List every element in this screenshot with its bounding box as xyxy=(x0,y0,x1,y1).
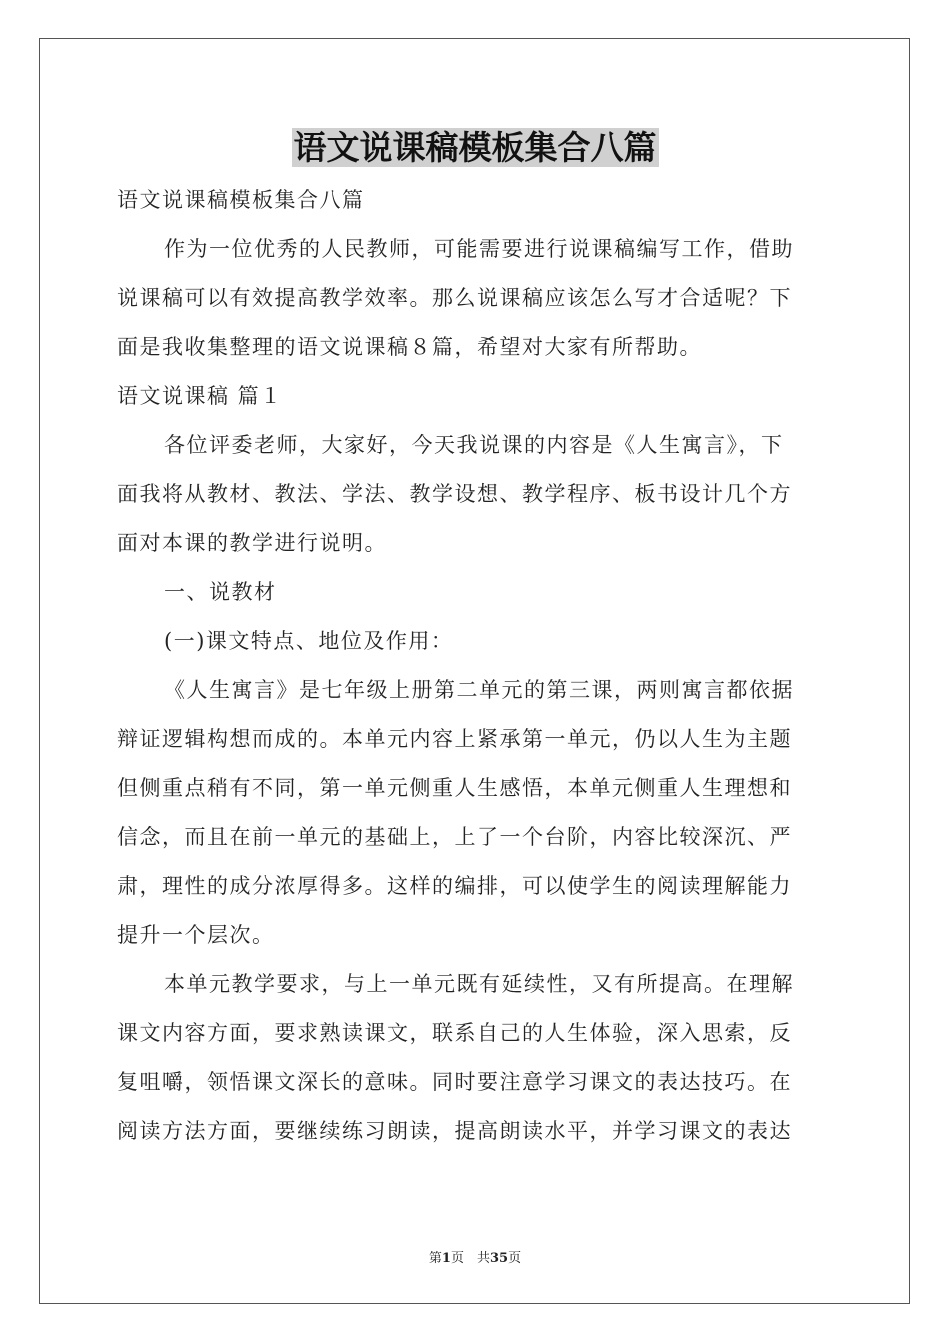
body-line: 说课稿可以有效提高教学效率。那么说课稿应该怎么写才合适呢？下 xyxy=(117,286,792,310)
body-line: 《人生寓言》是七年级上册第二单元的第三课，两则寓言都依据 xyxy=(164,678,794,702)
footer-page-mid: 页 共 xyxy=(450,1251,490,1266)
body-line: 复咀嚼，领悟课文深长的意味。同时要注意学习课文的表达技巧。在 xyxy=(117,1070,792,1094)
footer-page-prefix: 第 xyxy=(428,1251,442,1266)
footer-page-suffix: 页 xyxy=(508,1251,522,1266)
body-line: 提升一个层次。 xyxy=(117,923,275,947)
footer-total-pages: 35 xyxy=(489,1251,509,1266)
body-line: 课文内容方面，要求熟读课文，联系自己的人生体验，深入思索，反 xyxy=(117,1021,792,1045)
body-line: 信念，而且在前一单元的基础上，上了一个台阶，内容比较深沉、严 xyxy=(117,825,792,849)
body-line: 各位评委老师，大家好，今天我说课的内容是《人生寓言》，下 xyxy=(164,433,784,457)
body-line: 但侧重点稍有不同，第一单元侧重人生感悟，本单元侧重人生理想和 xyxy=(117,776,792,800)
body-line: 一、说教材 xyxy=(164,580,277,604)
document-title-text: 语文说课稿模板集合八篇 xyxy=(293,128,657,167)
body-line: 面我将从教材、教法、学法、教学设想、教学程序、板书设计几个方 xyxy=(117,482,792,506)
body-line: 阅读方法方面，要继续练习朗读，提高朗读水平，并学习课文的表达 xyxy=(117,1119,792,1143)
body-line: 作为一位优秀的人民教师，可能需要进行说课稿编写工作，借助 xyxy=(164,237,794,261)
body-line: 语文说课稿 篇１ xyxy=(117,384,283,408)
body-line: 辩证逻辑构想而成的。本单元内容上紧承第一单元，仍以人生为主题 xyxy=(117,727,792,751)
document-body xyxy=(117,180,833,1160)
body-line: 本单元教学要求，与上一单元既有延续性，又有所提高。在理解 xyxy=(164,972,794,996)
body-line: 肃，理性的成分浓厚得多。这样的编排，可以使学生的阅读理解能力 xyxy=(117,874,792,898)
page-footer xyxy=(0,1247,950,1266)
body-line: 语文说课稿模板集合八篇 xyxy=(117,188,365,212)
document-title xyxy=(0,126,950,170)
body-line: (一)课文特点、地位及作用： xyxy=(164,629,454,653)
body-line: 面是我收集整理的语文说课稿８篇，希望对大家有所帮助。 xyxy=(117,335,702,359)
footer-page-number: 1 xyxy=(441,1251,451,1266)
body-line: 面对本课的教学进行说明。 xyxy=(117,531,387,555)
